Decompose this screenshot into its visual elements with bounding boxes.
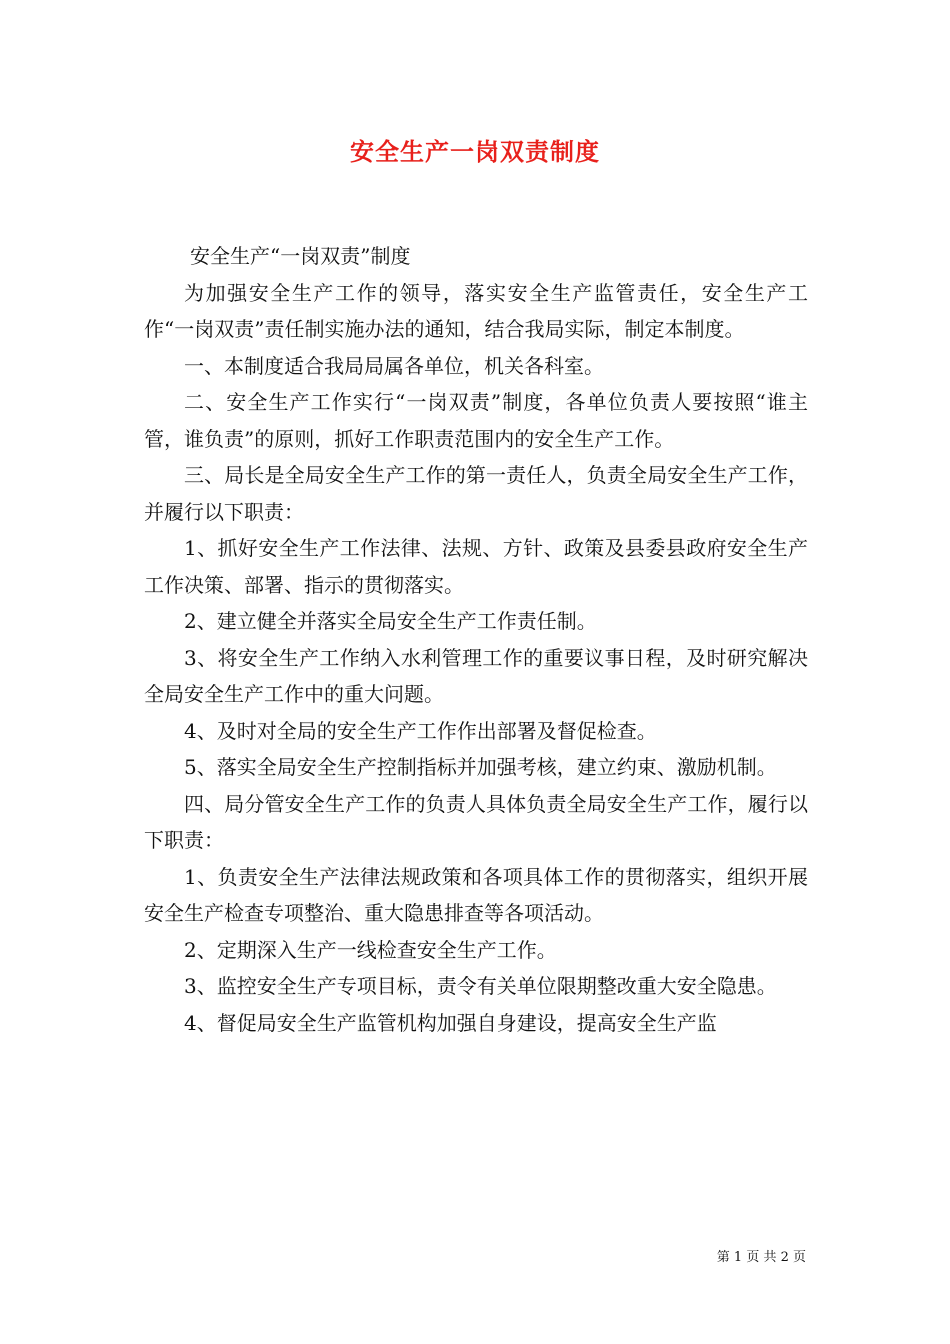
paragraph-section-4-item-1: 1、负责安全生产法律法规政策和各项具体工作的贯彻落实，组织开展安全生产检查专项整治、重大隐患排查等各项活动。	[144, 864, 808, 925]
paragraph-section-3-item-2: 2、建立健全并落实全局安全生产工作责任制。	[184, 609, 597, 633]
paragraph-section-2: 二、安全生产工作实行“一岗双责”制度，各单位负责人要按照“谁主管，谁负责”的原则，抓好工作职责范围内的安全生产工作。	[144, 390, 808, 451]
paragraph-section-3-item-3: 3、将安全生产工作纳入水利管理工作的重要议事日程，及时研究解决全局安全生产工作中的重大问题。	[144, 645, 808, 706]
paragraph-section-3-item-4: 4、及时对全局的安全生产工作作出部署及督促检查。	[184, 718, 657, 743]
paragraph-section-3-item-5: 5、落实全局安全生产控制指标并加强考核，建立约束、激励机制。	[184, 755, 777, 779]
document-subtitle: 安全生产“一岗双责”制度	[190, 244, 411, 268]
paragraph-section-4: 四、局分管安全生产工作的负责人具体负责全局安全生产工作，履行以下职责：	[144, 791, 808, 852]
document-body	[144, 238, 808, 1041]
paragraph-section-3: 三、局长是全局安全生产工作的第一责任人，负责全局安全生产工作，并履行以下职责：	[144, 463, 808, 524]
paragraph-section-1: 一、本制度适合我局局属各单位，机关各科室。	[184, 353, 604, 378]
page-number-footer: 第 1 页 共 2 页	[716, 1250, 806, 1265]
paragraph-section-3-item-1: 1、抓好安全生产工作法律、法规、方针、政策及县委县政府安全生产工作决策、部署、指示的贯彻落实。	[144, 536, 808, 597]
paragraph-section-4-item-3: 3、监控安全生产专项目标，责令有关单位限期整改重大安全隐患。	[184, 974, 777, 998]
paragraph-intro: 为加强安全生产工作的领导，落实安全生产监管责任，安全生产工作“一岗双责”责任制实施办法的通知，结合我局实际，制定本制度。	[144, 280, 808, 341]
paragraph-section-4-item-2: 2、定期深入生产一线检查安全生产工作。	[184, 937, 557, 962]
page-title: 安全生产一岗双责制度	[350, 138, 600, 166]
paragraph-section-4-item-4: 4、督促局安全生产监管机构加强自身建设，提高安全生产监	[184, 1010, 717, 1035]
